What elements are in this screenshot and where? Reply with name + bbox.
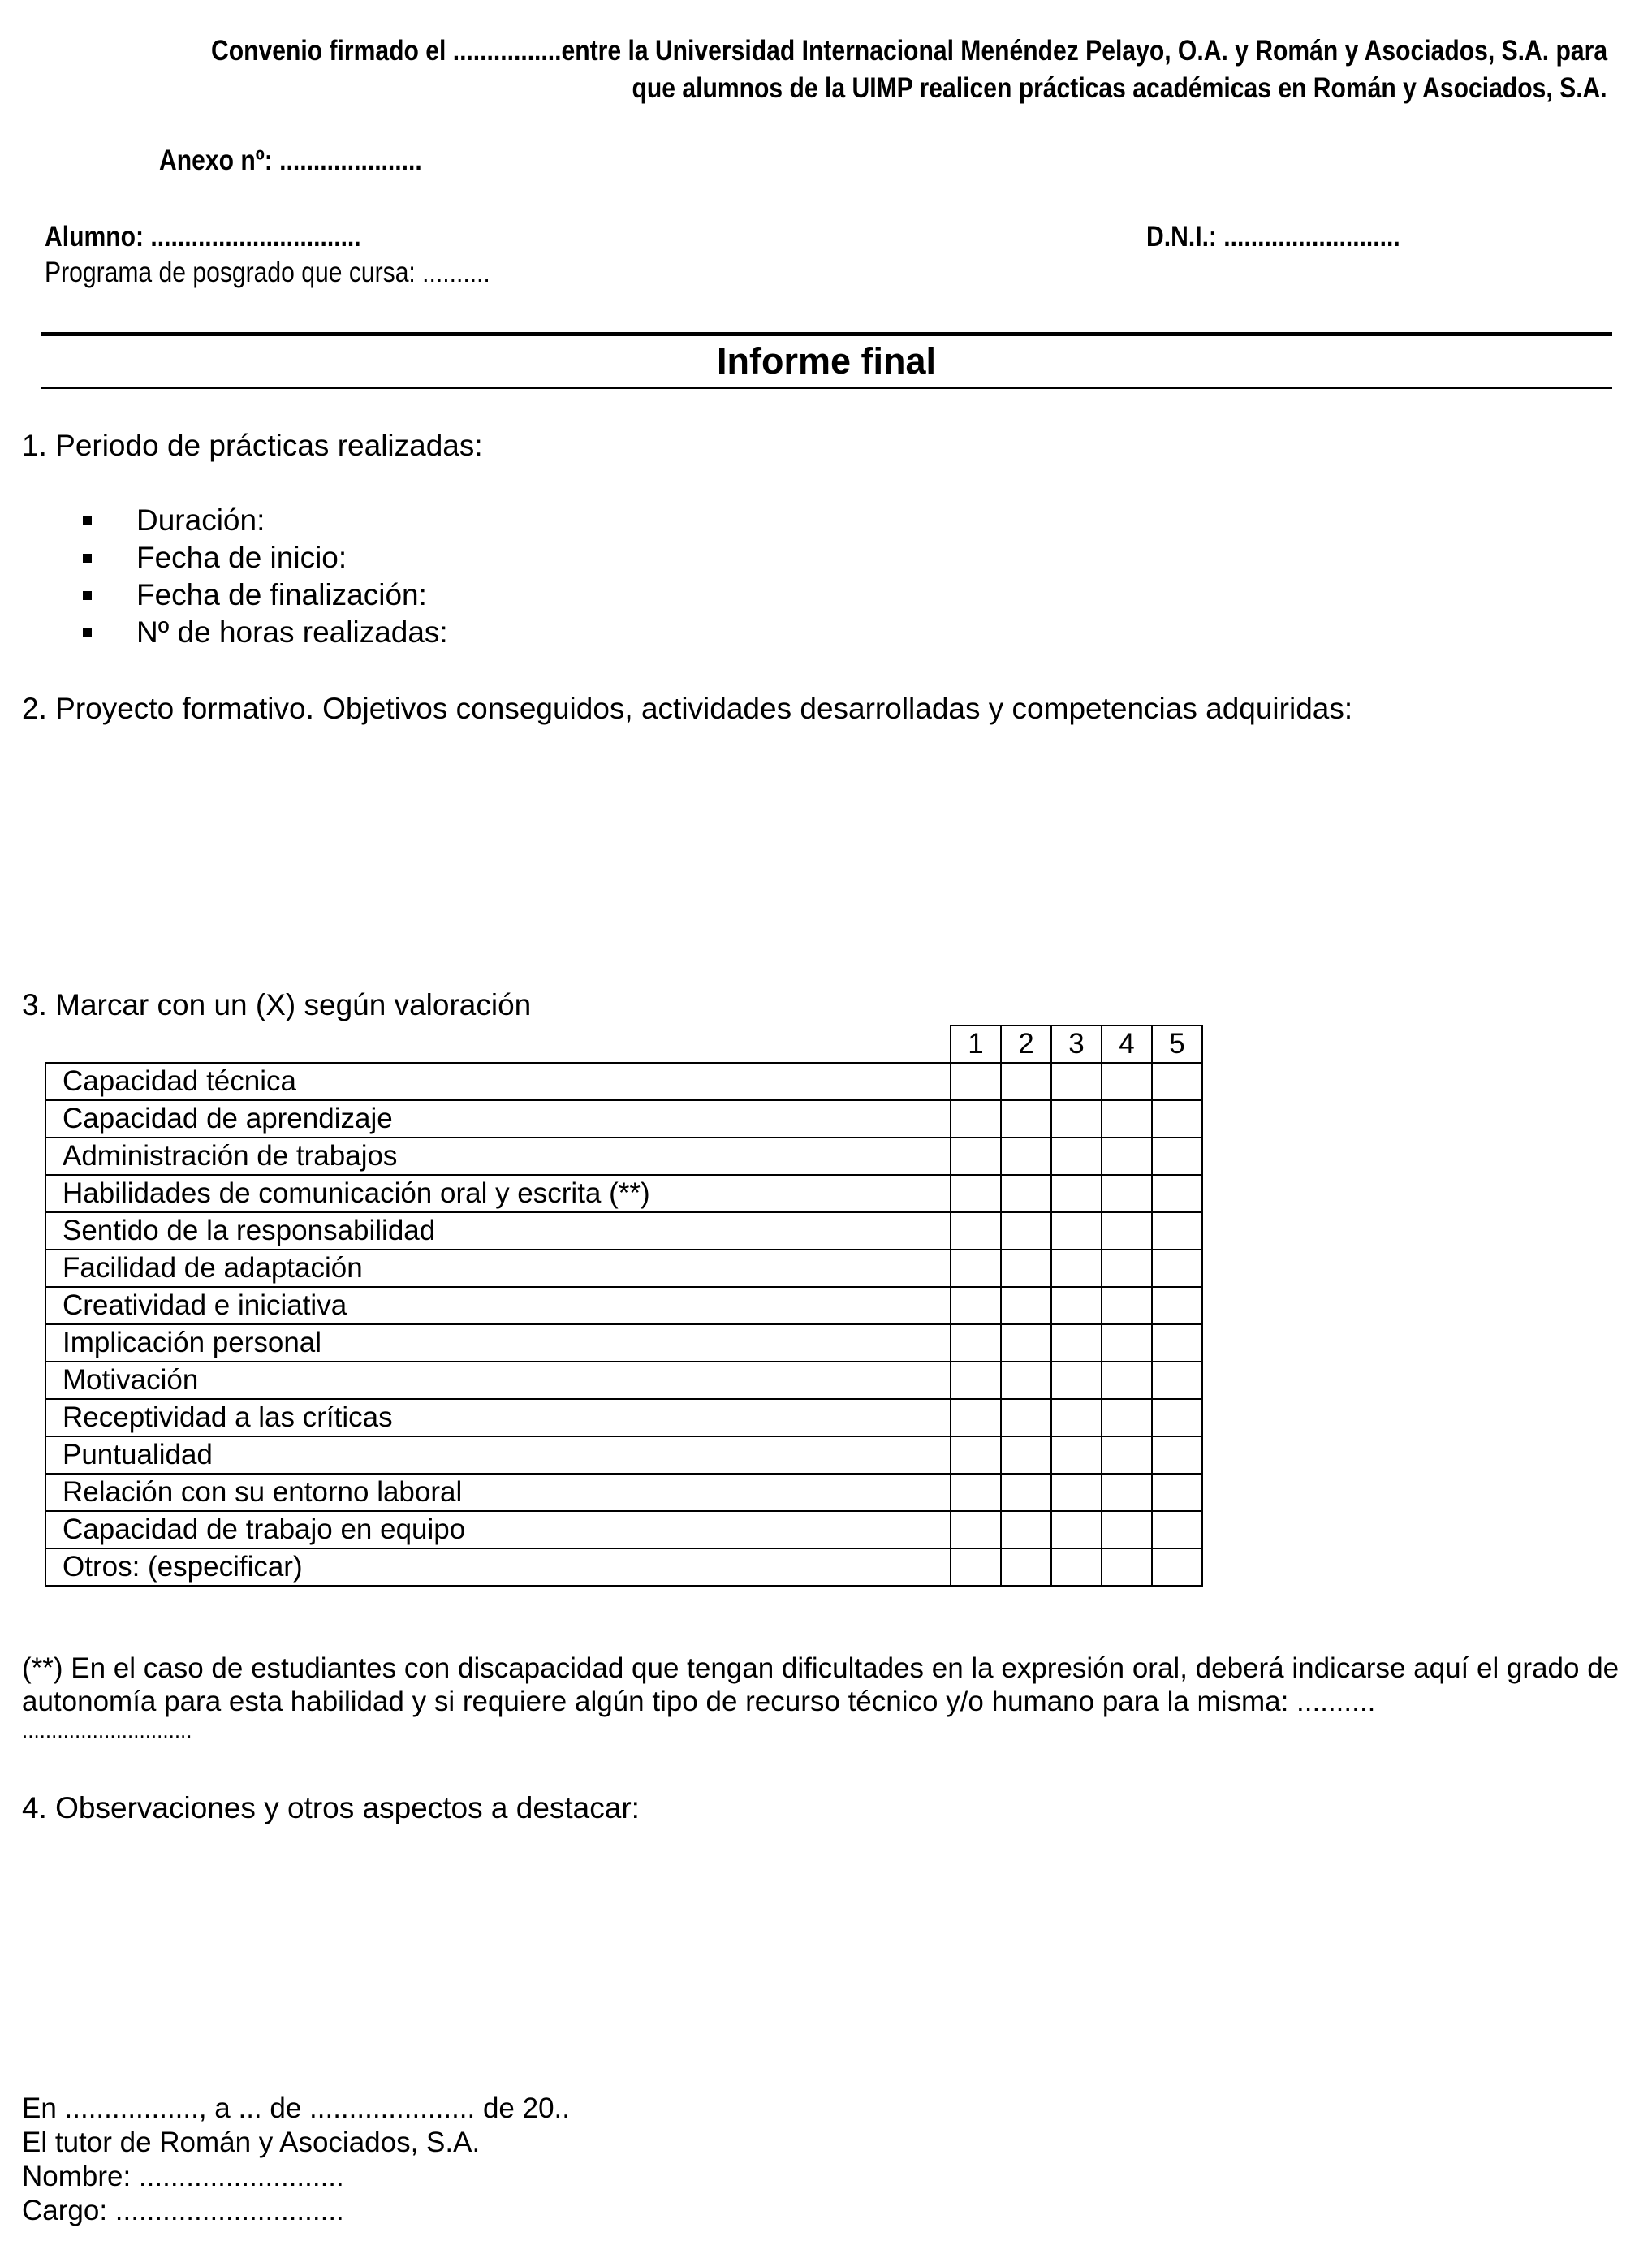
rating-cell[interactable] bbox=[1001, 1548, 1051, 1586]
table-row bbox=[45, 1436, 1202, 1474]
rating-cell[interactable] bbox=[1001, 1287, 1051, 1324]
rating-cell[interactable] bbox=[1001, 1250, 1051, 1287]
student-name-field: Alumno: ............................... bbox=[45, 221, 361, 253]
criterion-label: Capacidad de aprendizaje bbox=[45, 1100, 951, 1138]
title-bottom-rule bbox=[41, 387, 1612, 389]
rating-cell[interactable] bbox=[951, 1138, 1001, 1175]
tutor-line: El tutor de Román y Asociados, S.A. bbox=[22, 2127, 481, 2158]
rating-cell[interactable] bbox=[1102, 1474, 1152, 1511]
rating-cell[interactable] bbox=[1152, 1250, 1202, 1287]
rating-cell[interactable] bbox=[1001, 1399, 1051, 1436]
table-row bbox=[45, 1287, 1202, 1324]
rating-cell[interactable] bbox=[1001, 1474, 1051, 1511]
rating-cell[interactable] bbox=[951, 1287, 1001, 1324]
rating-cell[interactable] bbox=[951, 1250, 1001, 1287]
rating-cell[interactable] bbox=[1001, 1100, 1051, 1138]
annex-number-field: Anexo nº: ..................... bbox=[159, 145, 422, 176]
agreement-line-2: que alumnos de la UIMP realicen prácticas académicas en Román y Asociados, S.A. bbox=[632, 72, 1607, 104]
bullet-square-icon bbox=[83, 554, 92, 563]
rating-cell[interactable] bbox=[1001, 1063, 1051, 1100]
rating-cell[interactable] bbox=[1152, 1138, 1202, 1175]
rating-cell[interactable] bbox=[1051, 1399, 1102, 1436]
rating-cell[interactable] bbox=[1152, 1362, 1202, 1399]
criterion-label: Puntualidad bbox=[45, 1436, 951, 1474]
table-row bbox=[45, 1474, 1202, 1511]
criterion-label: Administración de trabajos bbox=[45, 1138, 951, 1175]
criterion-label: Facilidad de adaptación bbox=[45, 1250, 951, 1287]
rating-cell[interactable] bbox=[1102, 1250, 1152, 1287]
list-item: Fecha de inicio: bbox=[78, 539, 448, 576]
bullet-square-icon bbox=[83, 591, 92, 600]
rating-cell[interactable] bbox=[1152, 1436, 1202, 1474]
rating-cell[interactable] bbox=[1102, 1100, 1152, 1138]
table-row bbox=[45, 1250, 1202, 1287]
rating-cell[interactable] bbox=[1152, 1324, 1202, 1362]
criterion-label: Sentido de la responsabilidad bbox=[45, 1212, 951, 1250]
scale-3: 3 bbox=[1051, 1026, 1102, 1063]
rating-cell[interactable] bbox=[1152, 1287, 1202, 1324]
bullet-square-icon bbox=[83, 516, 92, 525]
rating-cell[interactable] bbox=[1051, 1063, 1102, 1100]
rating-cell[interactable] bbox=[1152, 1548, 1202, 1586]
rating-cell[interactable] bbox=[1001, 1324, 1051, 1362]
criterion-label: Capacidad de trabajo en equipo bbox=[45, 1511, 951, 1548]
rating-cell[interactable] bbox=[951, 1212, 1001, 1250]
tutor-name-field: Nombre: .......................... bbox=[22, 2161, 344, 2192]
rating-cell[interactable] bbox=[1102, 1399, 1152, 1436]
section-4-heading: 4. Observaciones y otros aspectos a destacar: bbox=[22, 1791, 640, 1824]
rating-cell[interactable] bbox=[1051, 1324, 1102, 1362]
rating-cell[interactable] bbox=[1051, 1175, 1102, 1212]
scale-2: 2 bbox=[1001, 1026, 1051, 1063]
rating-cell[interactable] bbox=[951, 1100, 1001, 1138]
criterion-label: Habilidades de comunicación oral y escrita (**) bbox=[45, 1175, 951, 1212]
criterion-label: Capacidad técnica bbox=[45, 1063, 951, 1100]
criterion-label: Implicación personal bbox=[45, 1324, 951, 1362]
criterion-label: Otros: (especificar) bbox=[45, 1548, 951, 1586]
rating-cell[interactable] bbox=[1152, 1474, 1202, 1511]
rating-cell[interactable] bbox=[1102, 1362, 1152, 1399]
rating-cell[interactable] bbox=[1001, 1175, 1051, 1212]
bullet-square-icon bbox=[83, 628, 92, 637]
section-1-heading: 1. Periodo de prácticas realizadas: bbox=[22, 429, 483, 462]
rating-cell[interactable] bbox=[1001, 1212, 1051, 1250]
rating-cell[interactable] bbox=[951, 1436, 1001, 1474]
rating-cell[interactable] bbox=[1102, 1548, 1152, 1586]
page-title: Informe final bbox=[716, 340, 937, 382]
rating-cell[interactable] bbox=[1001, 1138, 1051, 1175]
rating-cell[interactable] bbox=[951, 1063, 1001, 1100]
list-item: Duración: bbox=[78, 502, 448, 539]
rating-cell[interactable] bbox=[1152, 1063, 1202, 1100]
rating-cell[interactable] bbox=[1051, 1287, 1102, 1324]
list-item: Fecha de finalización: bbox=[78, 576, 448, 614]
rating-cell[interactable] bbox=[1001, 1511, 1051, 1548]
rating-cell[interactable] bbox=[951, 1511, 1001, 1548]
tutor-position-field: Cargo: ............................. bbox=[22, 2195, 344, 2226]
table-row bbox=[45, 1362, 1202, 1399]
rating-cell[interactable] bbox=[951, 1324, 1001, 1362]
table-row bbox=[45, 1063, 1202, 1100]
rating-cell[interactable] bbox=[1051, 1250, 1102, 1287]
rating-cell[interactable] bbox=[1051, 1138, 1102, 1175]
rating-table bbox=[45, 1025, 1203, 1587]
rating-cell[interactable] bbox=[1051, 1548, 1102, 1586]
rating-cell[interactable] bbox=[1102, 1324, 1152, 1362]
rating-cell[interactable] bbox=[951, 1399, 1001, 1436]
footnote-line-3: ............................. bbox=[22, 1718, 192, 1742]
rating-cell[interactable] bbox=[1152, 1212, 1202, 1250]
rating-cell[interactable] bbox=[951, 1362, 1001, 1399]
criterion-label: Motivación bbox=[45, 1362, 951, 1399]
rating-cell[interactable] bbox=[1152, 1100, 1202, 1138]
rating-cell[interactable] bbox=[1102, 1212, 1152, 1250]
rating-cell[interactable] bbox=[1102, 1175, 1152, 1212]
criterion-label: Creatividad e iniciativa bbox=[45, 1287, 951, 1324]
rating-cell[interactable] bbox=[1102, 1436, 1152, 1474]
footnote-line-2: autonomía para esta habilidad y si requiere algún tipo de recurso técnico y/o humano para la misma: .......... bbox=[22, 1686, 1376, 1717]
scale-1: 1 bbox=[951, 1026, 1001, 1063]
rating-cell[interactable] bbox=[1102, 1138, 1152, 1175]
criterion-label: Receptividad a las críticas bbox=[45, 1399, 951, 1436]
agreement-line-1: Convenio firmado el ................entre la Universidad Internacional Menéndez Pelayo, O.A. y Román y Asociados, S.A. para bbox=[210, 35, 1607, 67]
rating-cell[interactable] bbox=[1102, 1287, 1152, 1324]
dni-field: D.N.I.: .......................... bbox=[1146, 221, 1400, 253]
rating-cell[interactable] bbox=[1152, 1175, 1202, 1212]
scale-4: 4 bbox=[1102, 1026, 1152, 1063]
rating-cell[interactable] bbox=[1051, 1436, 1102, 1474]
program-field: Programa de posgrado que cursa: .......... bbox=[45, 257, 490, 288]
footnote-line-1: (**) En el caso de estudiantes con discapacidad que tengan dificultades en la expresión oral, deberá indicarse aquí el grado de bbox=[22, 1652, 1620, 1684]
table-row bbox=[45, 1175, 1202, 1212]
rating-scale-header bbox=[45, 1026, 1202, 1063]
rating-cell[interactable] bbox=[1152, 1511, 1202, 1548]
rating-cell[interactable] bbox=[1051, 1474, 1102, 1511]
rating-cell[interactable] bbox=[1051, 1212, 1102, 1250]
table-row bbox=[45, 1212, 1202, 1250]
table-row bbox=[45, 1324, 1202, 1362]
rating-cell[interactable] bbox=[1051, 1100, 1102, 1138]
table-row bbox=[45, 1548, 1202, 1586]
rating-cell[interactable] bbox=[1152, 1399, 1202, 1436]
place-date-line: En ................., a ... de ..................... de 20.. bbox=[22, 2092, 570, 2124]
rating-cell[interactable] bbox=[1051, 1362, 1102, 1399]
table-row bbox=[45, 1399, 1202, 1436]
rating-cell[interactable] bbox=[1051, 1511, 1102, 1548]
rating-cell[interactable] bbox=[1102, 1511, 1152, 1548]
section-2-heading: 2. Proyecto formativo. Objetivos conseguidos, actividades desarrolladas y competencias adquiridas: bbox=[22, 692, 1353, 725]
rating-cell[interactable] bbox=[1001, 1436, 1051, 1474]
criterion-label: Relación con su entorno laboral bbox=[45, 1474, 951, 1511]
table-row bbox=[45, 1138, 1202, 1175]
table-row bbox=[45, 1511, 1202, 1548]
rating-cell[interactable] bbox=[951, 1474, 1001, 1511]
rating-cell[interactable] bbox=[951, 1175, 1001, 1212]
scale-5: 5 bbox=[1152, 1026, 1202, 1063]
table-row bbox=[45, 1100, 1202, 1138]
title-top-rule bbox=[41, 332, 1612, 336]
section-3-heading: 3. Marcar con un (X) según valoración bbox=[22, 988, 532, 1021]
list-item: Nº de horas realizadas: bbox=[78, 614, 448, 651]
rating-cell[interactable] bbox=[951, 1548, 1001, 1586]
rating-cell[interactable] bbox=[1001, 1362, 1051, 1399]
rating-cell[interactable] bbox=[1102, 1063, 1152, 1100]
period-details-list bbox=[78, 502, 448, 651]
